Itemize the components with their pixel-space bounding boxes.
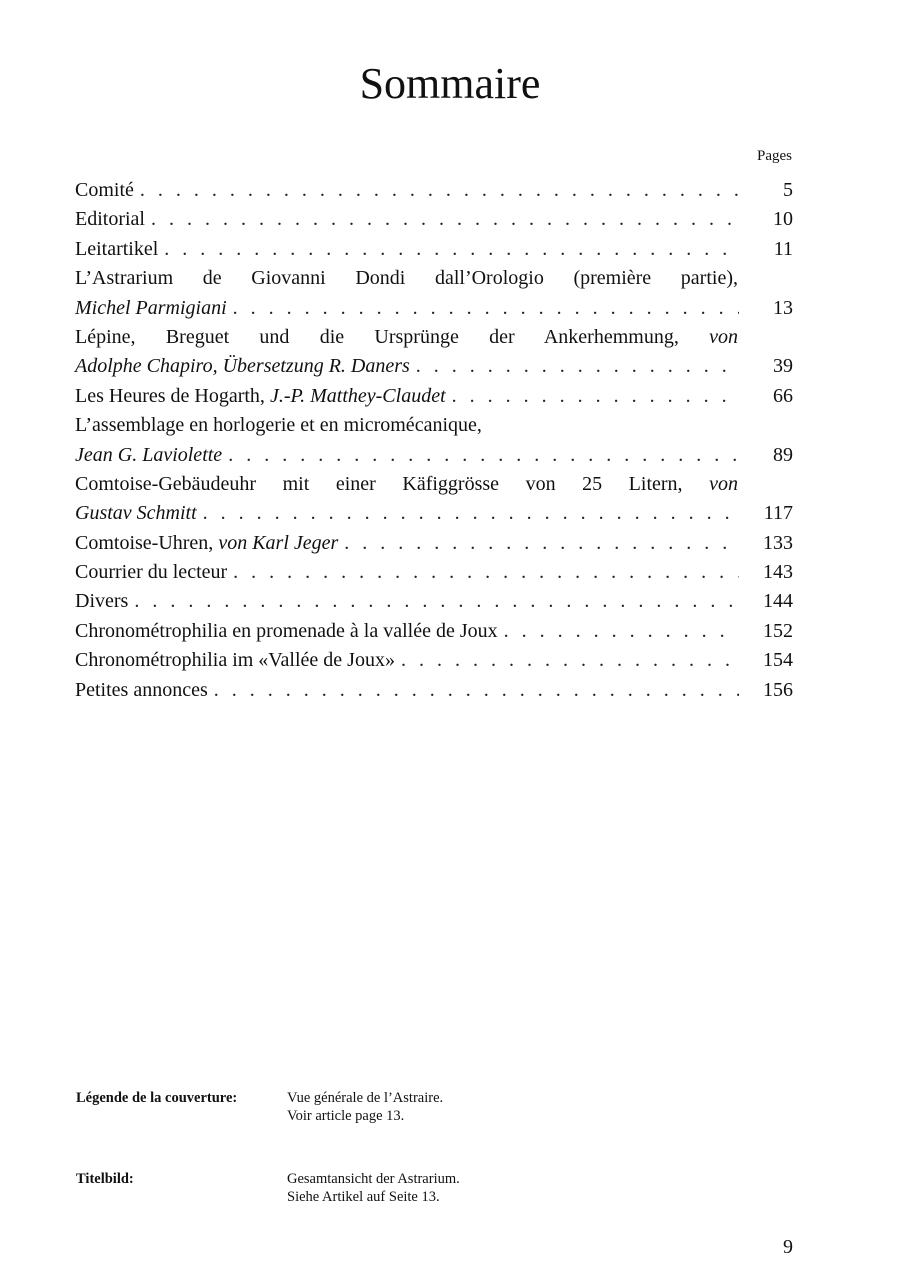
toc-text-segment: Adolphe Chapiro, Übersetzung R. Daners [75,355,410,378]
cover-caption-line-2: Voir article page 13. [287,1108,405,1124]
titelbild-line-2: Siehe Artikel auf Seite 13. [287,1189,440,1205]
toc-line [75,352,793,381]
toc-page-number: 13 [773,296,793,319]
toc-text-segment: J.-P. Matthey-Claudet [269,384,446,407]
toc-page-number: 154 [763,649,793,672]
toc-entry-text [75,529,338,558]
toc-text-segment: Les Heures de Hogarth, [75,384,270,407]
dot-leader [401,646,739,675]
toc-entry-text [75,411,482,440]
toc-entry-text [75,205,145,234]
toc-entry-text [75,587,128,616]
toc-text-segment: Gustav Schmitt [75,502,197,525]
toc-page-number: 133 [763,531,793,554]
titelbild-label: Titelbild: [76,1171,134,1187]
toc-entry-text [75,294,227,323]
toc-line [75,441,793,470]
toc-text-segment: von [709,325,738,348]
toc-text-segment: Leitartikel [75,237,159,260]
dot-leader [134,587,739,616]
toc-entry-text [75,617,498,646]
toc-page-number: 39 [773,355,793,378]
toc-page-number: 144 [763,590,793,613]
page-title: Sommaire [359,59,541,108]
toc-page-number: 5 [783,179,793,201]
pages-column-label: Pages [757,148,792,164]
toc-text-segment: Courrier du lecteur [75,561,228,584]
toc-entry-text [75,676,208,705]
toc-page-number: 152 [763,619,793,642]
dot-leader [151,205,739,234]
toc-text-segment: Comtoise-Gebäudeuhr mit einer Käfiggrösse von 25 Litern, [75,472,710,495]
table-of-contents [75,176,793,705]
toc-text-segment: Petites annonces [75,678,208,701]
dot-leader [504,617,739,646]
toc-text-segment: Jean G. Laviolette [75,443,223,466]
toc-entry-text [75,441,222,470]
toc-page-number: 143 [763,561,793,584]
toc-line [75,382,793,411]
toc-line [75,411,793,440]
toc-text-segment: Michel Parmigiani [75,296,227,319]
toc-text-segment: Lépine, Breguet und die Ursprünge der Ankerhemmung, [75,325,710,348]
toc-line [75,499,793,528]
toc-line [75,176,793,205]
dot-leader [228,441,739,470]
toc-entry-text [75,382,446,411]
dot-leader [203,499,739,528]
toc-line [75,264,793,293]
toc-line [75,323,793,352]
toc-text-segment: Chronométrophilia en promenade à la vallée de Joux [75,619,498,642]
toc-entry-text [75,264,738,293]
toc-line [75,646,793,675]
cover-caption-line-1: Vue générale de l’Astraire. [287,1090,444,1106]
toc-entry-text [75,176,134,205]
dot-leader [416,352,739,381]
toc-text-segment: L’Astrarium de Giovanni Dondi dall’Orologio (première partie), [75,267,738,290]
toc-text-segment: Comtoise-Uhren, [75,531,219,554]
dot-leader [233,558,739,587]
toc-text-segment: Editorial [75,208,145,231]
page-number: 9 [783,1236,793,1258]
cover-caption-label: Légende de la couverture: [76,1090,238,1106]
toc-page-number: 156 [763,678,793,701]
toc-line [75,558,793,587]
toc-text-segment: von [709,472,738,495]
toc-entry-text [75,352,410,381]
toc-page-number: 10 [773,208,793,231]
toc-text-segment: L’assemblage en horlogerie et en micromécanique, [75,414,482,437]
toc-page-number: 89 [773,443,793,466]
toc-line [75,529,793,558]
toc-entry-text [75,499,197,528]
toc-line [75,676,793,705]
titelbild-line-1: Gesamtansicht der Astrarium. [287,1171,460,1187]
toc-line [75,294,793,323]
toc-page-number: 66 [773,384,793,407]
toc-entry-text [75,646,395,675]
toc-line [75,617,793,646]
toc-page-number: 117 [763,502,793,525]
dot-leader [344,529,739,558]
toc-text-segment: Divers [75,590,129,613]
dot-leader [214,676,739,705]
toc-text-segment: von Karl Jeger [218,531,339,554]
toc-line [75,235,793,264]
toc-line [75,205,793,234]
toc-entry-text [75,235,158,264]
dot-leader [452,382,739,411]
dot-leader [164,235,739,264]
toc-text-segment: Chronométrophilia im «Vallée de Joux» [75,649,395,672]
toc-entry-text [75,558,227,587]
toc-line [75,587,793,616]
dot-leader [140,176,739,205]
toc-page-number: 11 [773,237,793,260]
toc-line [75,470,793,499]
toc-text-segment: Comité [75,179,134,201]
toc-entry-text [75,323,738,352]
toc-entry-text [75,470,738,499]
dot-leader [233,294,739,323]
